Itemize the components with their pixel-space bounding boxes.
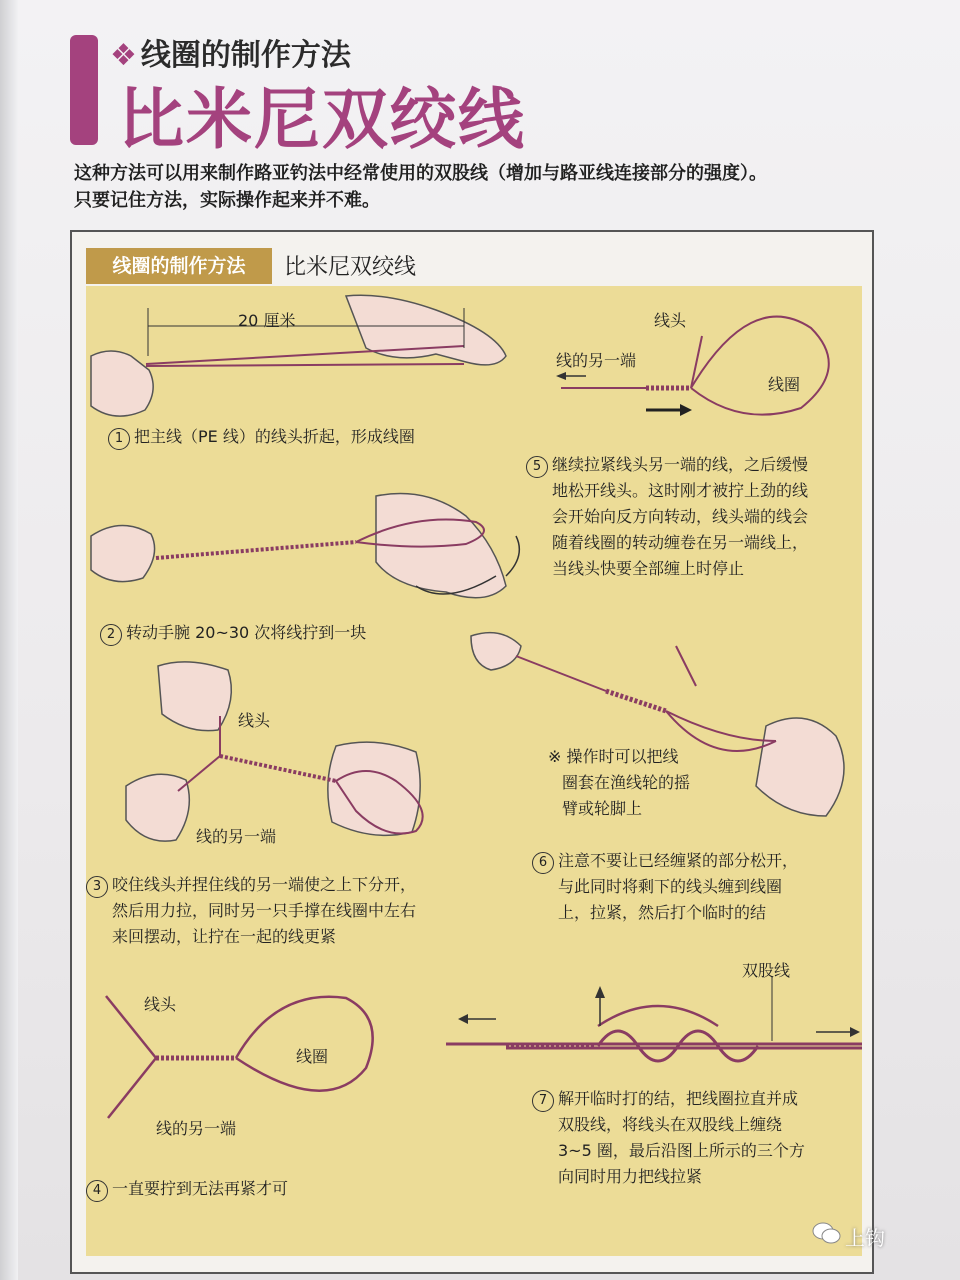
step-1 (108, 424, 415, 450)
diamond-icon: ❖ (110, 38, 137, 73)
label-line-head-3: 线头 (238, 711, 271, 730)
step-text: 会开始向反方向转动，线头端的线会 (552, 507, 809, 526)
step-text: 把主线（PE 线）的线头折起，形成线圈 (134, 427, 415, 446)
step-6 (532, 848, 852, 926)
step-text: 继续拉紧线头另一端的线，之后缓慢 (552, 455, 809, 474)
label-line-head-5: 线头 (654, 311, 687, 330)
step-text: 地松开线头。这时刚才被拧上劲的线 (552, 481, 809, 500)
step-text: 转动手腕 20~30 次将线拧到一块 (126, 623, 367, 642)
step-5 (526, 452, 856, 582)
step-3 (86, 872, 506, 950)
step-text: 注意不要让已经缠紧的部分松开， (558, 851, 799, 870)
step1-illustration (91, 295, 506, 416)
step-7 (532, 1086, 852, 1190)
label-other-end-3: 线的另一端 (196, 827, 277, 846)
step-text: 咬住线头并捏住线的另一端使之上下分开， (112, 875, 417, 894)
note (548, 744, 748, 822)
step-text: 向同时用力把线拉紧 (558, 1167, 703, 1186)
label-double-line: 双股线 (742, 961, 791, 980)
step-number: 2 (100, 624, 122, 646)
page-title: 比米尼双绞线 (118, 81, 526, 158)
label-other-end-4: 线的另一端 (156, 1119, 237, 1138)
step-number: 3 (86, 876, 108, 898)
title-accent-bar (70, 35, 98, 145)
step-text: 解开临时打的结，把线圈拉直并成 (558, 1089, 799, 1108)
step7-illustration (446, 976, 862, 1061)
step-text: 随着线圈的转动缠卷在另一端线上， (552, 533, 809, 552)
label-length: 20 厘米 (238, 311, 296, 330)
step-2 (100, 620, 366, 646)
note-line: 臂或轮脚上 (562, 799, 643, 818)
step-number: 7 (532, 1090, 554, 1112)
illustration-panel (86, 286, 862, 1256)
note-line: ※ 操作时可以把线 (548, 747, 679, 766)
intro-line-2: 只要记住方法，实际操作起来并不难。 (74, 190, 380, 211)
step2-illustration (91, 494, 519, 598)
binder-edge (0, 0, 18, 1280)
watermark-text: 上钩 (845, 1226, 885, 1250)
label-loop-4: 线圈 (296, 1047, 329, 1066)
intro-line-1: 这种方法可以用来制作路亚钓法中经常使用的双股线（增加与路亚线连接部分的强度）。 (74, 163, 767, 184)
step-text: 然后用力拉，同时另一只手撑在线圈中左右 (112, 901, 417, 920)
step-number: 1 (108, 428, 130, 450)
step3-illustration (126, 662, 423, 841)
step-text: 3~5 圈，最后沿图上所示的三个方 (558, 1141, 805, 1160)
note-line: 圈套在渔线轮的摇 (562, 773, 691, 792)
subtitle-text: 线圈的制作方法 (140, 38, 351, 73)
label-loop-5: 线圈 (768, 375, 801, 394)
step-text: 上，拉紧，然后打个临时的结 (558, 903, 767, 922)
label-line-head-4: 线头 (144, 995, 177, 1014)
step-text: 双股线，将线头在双股线上缠绕 (558, 1115, 783, 1134)
step-number: 4 (86, 1180, 108, 1202)
box-tag: 线圈的制作方法 (86, 248, 272, 284)
label-other-end-5: 线的另一端 (556, 351, 637, 370)
wechat-icon (812, 1220, 842, 1246)
step-number: 5 (526, 456, 548, 478)
step-text: 当线头快要全部缠上时停止 (552, 559, 745, 578)
intro-text (74, 160, 894, 214)
box-title: 比米尼双绞线 (284, 255, 417, 280)
step-text: 来回摆动，让拧在一起的线更紧 (112, 927, 337, 946)
step-text: 一直要拧到无法再紧才可 (112, 1179, 289, 1198)
step-number: 6 (532, 852, 554, 874)
step-text: 与此同时将剩下的线头缠到线圈 (558, 877, 783, 896)
step-4 (86, 1176, 288, 1202)
